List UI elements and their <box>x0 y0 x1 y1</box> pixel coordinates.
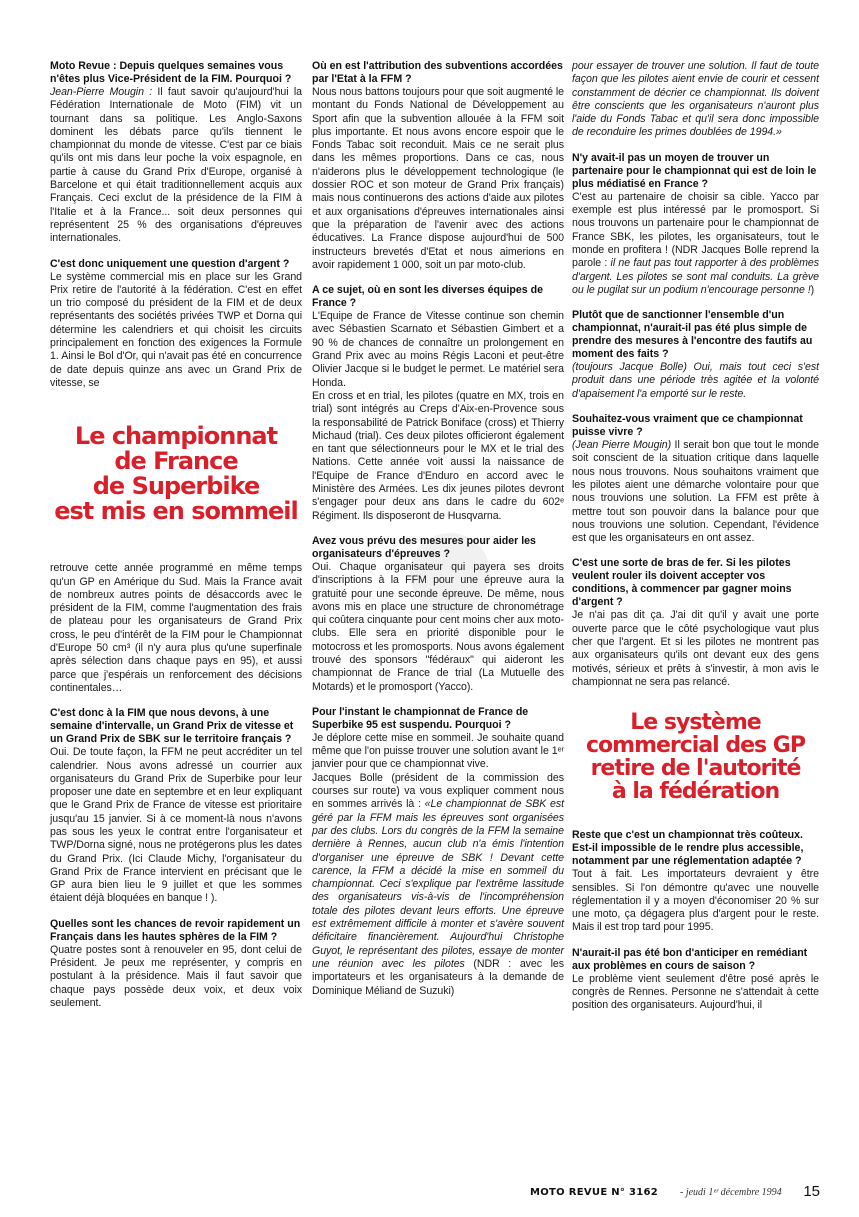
answer-text: (NDR : avec les importateurs et les organisateurs à la demande de Dominique Méliand de Suzuki) <box>312 957 564 997</box>
question-heading: Moto Revue : Depuis quelques semaines vous n'êtes plus Vice-Président de la FIM. Pourquoi ? <box>50 60 292 85</box>
question-heading: C'est donc uniquement une question d'argent ? <box>50 257 290 270</box>
answer-paragraph <box>572 191 819 297</box>
question-heading: Reste que c'est un championnat très coûteux. Est-il impossible de le rendre plus accessible, notamment par une réglementation adaptée ? <box>572 829 804 868</box>
answer-paragraph: retrouve cette année programmé en même temps qu'un GP en Amérique du Sud. Mais la France avait de nombreux autres points de désaccords avec le président de la FIM, comme l'augmentation des frais de plateau pour les organisateurs de Grand Prix cross, le peu d'intérêt de la FIM pour le Championnat d'Europe 50 cm³ (il n'y aura plus qu'une superfinale après sélection dans chaque pays en 95), et aussi parce que j'espérais un renforcement des décisions continentales… <box>50 562 302 694</box>
answer-paragraph: Le système commercial mis en place sur les Grand Prix retire de l'autorité à la fédération. C'est en effet un trio composé du président de la FIM et de deux représentants des sociétés privées TWP et Dorna qui détermine les calendriers et qui choisit les circuits principalement en fonction des exigences la Formule 1. Ainsi le Bol d'Or, qui n'avait pas été en concurrence de date depuis quinze ans avec un Grand Prix de vitesse, se <box>50 270 302 389</box>
answer-paragraph: L'Equipe de France de Vitesse continue son chemin avec Sébastien Scarnato et Sébastien Gimbert et a 90 % de chances de connaître un prolongement en Grand Prix avec au moins Régis Laconi et peut-être Olivier Jacque si le budget le permet. Le matériel sera Honda. <box>312 310 564 389</box>
answer-text: C'est au partenaire de choisir sa cible. Yacco par exemple est plus intéressé par le promosport. Si nous trouvons un partenaire pour le championnat de France SBK, les pilotes, les organisateurs, tout le monde en profitera ! (NDR Jacques Bolle reprend la parole : <box>572 190 819 270</box>
answer-paragraph: Nous nous battons toujours pour que soit augmenté le montant du Fonds National de Développement au Sport afin que la subvention allouée à la FFM soit plus importante. Et nous avons encore espoir que le Fonds Tabac soit reconduit. Mais ce ne serait plus dans les mêmes proportions. Dans ce cas, nous n'aiderons plus le développement technologique (le dossier ROC et son moteur de Grand Prix français) mais nous continuerons des actions d'aide aux pilotes et aux organisations d'épreuves internationales ainsi que la préparation de l'avenir avec des actions éducatives. La France dispose aujourd'hui de 500 instructeurs brevetés d'Etat et nous aimerions en avoir rapidement 1 000, soit un par moto-club. <box>312 86 564 271</box>
page-number: 15 <box>803 1183 820 1200</box>
question-heading: A ce sujet, où en sont les diverses équipes de France ? <box>312 284 543 310</box>
question-heading: C'est une sorte de bras de fer. Si les pilotes veulent rouler ils doivent accepter vos conditions, à commencer par gagner moins d'argent ? <box>572 557 792 609</box>
pull-quote-line: retire de l'autorité <box>590 756 801 782</box>
page-footer <box>530 1183 820 1203</box>
column-left <box>50 60 302 1022</box>
answer-paragraph: Oui. De toute façon, la FFM ne peut accréditer un tel calendrier. Nous avons adressé un courrier aux organisateurs du Grand Prix de Superbike pour leur proposer une date en septembre et en leur expliquant que le Grand Prix de France de vitesse est prioritaire jusqu'au 15 janvier. Si à ce moment-là nous n'avons pas sous les yeux le contrat entre l'organisateur et TWP/Dorna signé, nous ne protégerons plus les dates du Grand Prix. (Ici Claude Michy, l'organisateur du Grand Prix de France intervient en précisant que le GP aura bien lieu le 9 juillet et que les sommes étaient déjà bloquées en banque ! ). <box>50 746 302 905</box>
pull-quote-line: commercial des GP <box>585 733 805 759</box>
answer-paragraph: Je déplore cette mise en sommeil. Je souhaite quand même que l'on puisse trouver une solution avant le 1ᵉʳ janvier pour que ce championnat vive. <box>312 731 564 771</box>
answer-paragraph <box>572 439 819 545</box>
question-heading: Avez vous prévu des mesures pour aider les organisateurs d'épreuves ? <box>312 534 536 560</box>
answer-text: Jacques Bolle (président de la commission des courses sur route) va vous expliquer comment nous en sommes arrivés là : <box>312 771 564 811</box>
quote-text: Oui, mais tout ceci s'est produit dans une période très agitée et la volonté d'apaisement l'a emporté sur le reste. <box>572 361 820 400</box>
answer-text: ) <box>810 283 815 296</box>
answer-paragraph: Je n'ai pas dit ça. J'ai dit qu'il y avait une porte ouverte parce que le côté psychologique vaut plus cher que l'argent. Et si les pilotes ne montrent pas aux organisateurs qu'ils ont devant eux des gens motivés, sérieux et prêts à s'investir, à mon avis le championnat ne sera pas relancé. <box>572 609 819 688</box>
answer-paragraph: Le problème vient seulement d'être posé après le congrès de Rennes. Personne ne s'attendait à cette position des organisateurs. Aujourd'hui, il <box>572 972 819 1012</box>
issue-date: - jeudi 1ᵉʳ décembre 1994 <box>680 1187 782 1198</box>
question-heading: Où en est l'attribution des subventions accordées par l'Etat à la FFM ? <box>312 60 563 85</box>
answer-paragraph: Quatre postes sont à renouveler en 95, dont celui de Président. Je peux me représenter, y compris en postulant à la présidence. Mais il faut savoir que chaque pays possède deux voix, et deux voix seulement. <box>50 943 302 1009</box>
answer-paragraph <box>312 772 564 998</box>
speaker-name: Jean-Pierre Mougin : <box>50 86 153 98</box>
quote-text: «Le championnat de SBK est géré par la FFM mais les épreuves sont organisées par des clubs. Lors du congrès de la FFM la semaine dernière à Rennes, aucun club n'a émis l'intention d'organiser une épreuve de SBK ! Devant cette carence, la FFM a décidé la mise en sommeil du championnat. Ceci s'explique par l'extrême lassitude des organisateurs vis-à-vis de l'incompréhension totale des pilotes devant leurs efforts. Une épreuve est extrêmement difficile à monter et s'avère souvent déficitaire financièrement. Aujourd'hui Christophe Guyot, le représentant des pilotes, essaye de monter une réunion avec les pilotes <box>312 798 564 970</box>
answer-paragraph: Tout à fait. Les importateurs devraient y être sensibles. Si l'on démontre qu'avec une nouvelle réglementation il y a moyen d'économiser 20 % sur une moto, ça dégagera plus d'argent pour le reste. Mais il est trop tard pour 1995. <box>572 868 819 934</box>
pull-quote-line: Le championnat <box>74 422 278 451</box>
answer-paragraph <box>50 86 302 246</box>
pull-quote-line: à la fédération <box>611 779 780 805</box>
column-right <box>572 60 819 1025</box>
question-heading: C'est donc à la FIM que nous devons, à une semaine d'intervalle, un Grand Prix de vitesse et un Grand Prix de SBK sur le territoire français ? <box>50 707 294 746</box>
pull-quote-line: est mis en sommeil <box>54 497 298 526</box>
quote-text: pour essayer de trouver une solution. Il faut de toute façon que les pilotes aient envie de courir et cessent constamment de décrier ce championnat. Ils doivent être conscients que les organisateurs n'auront plus l'aide du Fonds Tabac et qu'il sera donc impossible de reconduire les primes doublées de 1994.» <box>572 60 819 139</box>
answer-text: Il serait bon que tout le monde soit conscient de la situation critique dans laquelle nous nous trouvons. Nous souhaitons vraiment que les pilotes aient une démarche volontaire pour que nous trouvions une solution. La FFM est prête à mettre tout son pouvoir dans la balance pour que nous trouvions une solution. Cependant, l'évidence est que les organisateurs en ont assez. <box>572 439 819 545</box>
question-heading: Pour l'instant le championnat de France de Superbike 95 est suspendu. Pourquoi ? <box>312 705 529 731</box>
question-heading: Plutôt que de sanctionner l'ensemble d'un championnat, n'aurait-il pas été plus simple de prendre des mesures à l'encontre des fautifs au moment des faits ? <box>572 309 813 361</box>
question-heading: N'aurait-il pas été bon d'anticiper en remédiant aux problèmes en cours de saison ? <box>572 946 808 972</box>
answer-text: Il faut savoir qu'aujourd'hui la Fédération Internationale de Moto (FIM) vit un tournant dans sa politique. Les Anglo-Saxons dominent les débats parce qu'ils tiennent le championnat du monde de vitesse. C'est par ce biais qu'ils ont mis dans leur poche la voix espagnole, en partie à cause du Grand Prix d'Europe, organisé à Barcelone et qui était traditionnellement acquis aux Français. Ceci exclut de la présidence de la FIM à l'Italie et à la France... soit deux personnes qui représentent 25 % des organisations d'épreuves internationales. <box>50 86 302 245</box>
quote-text: il ne faut pas tout rapporter à des problèmes d'argent. Les pilotes se sont mal conduits. La grève ou le pugilat sur un podium n'encourage personne ! <box>572 257 819 296</box>
answer-text: (toujours Jacque Bolle) <box>572 361 694 374</box>
pull-quote <box>572 711 819 803</box>
column-middle <box>312 60 564 1010</box>
question-heading: Souhaitez-vous vraiment que ce championnat puisse vivre ? <box>572 413 803 439</box>
speaker-name: (Jean Pierre Mougin) <box>572 439 672 452</box>
pull-quote <box>50 424 302 524</box>
answer-paragraph <box>572 60 819 140</box>
magazine-issue: MOTO REVUE N° 3162 <box>530 1187 659 1198</box>
answer-paragraph: En cross et en trial, les pilotes (quatre en MX, trois en trial) sont intégrés au Creps d'Aix-en-Provence sous la responsabilité de Patrick Boniface (cross) et Thierry Michaud (trial). Ces deux pilotes officieront également en tant que sélectionneurs pour le MX et le trial des Nations. Cette année voit aussi la naissance de l'Equipe de France d'Enduro en accord avec le Ministère des Armées. Les dix jeunes pilotes devront s'engager pour deux ans dans le cadre du 602ᵉ Régiment. Ils disposeront de Husqvarna. <box>312 389 564 522</box>
pull-quote-line: Le système <box>630 710 761 736</box>
answer-paragraph: Oui. Chaque organisateur qui payera ses droits d'inscriptions à la FFM pour une épreuve aura la gratuité pour une seconde épreuve. De même, nous avons mis en place une structure de chronométrage qui coûtera cinquante pour cent moins cher aux moto-clubs. Elle sera en priorité disponible pour le motocross et les promosports. Nous avons également trouvé des sponsors "fédéraux" qui aideront les championnat de France de trial (La Mutuelle des Motards) et le promosport (Yacco). <box>312 560 564 693</box>
answer-paragraph <box>572 361 819 401</box>
pull-quote-line: de Superbike <box>92 472 260 501</box>
pull-quote-line: de France <box>114 447 238 476</box>
question-heading: Quelles sont les chances de revoir rapidement un Français dans les hautes sphères de la FIM ? <box>50 917 301 943</box>
question-heading: N'y avait-il pas un moyen de trouver un partenaire pour le championnat qui est de loin le plus médiatisé en France ? <box>572 151 817 190</box>
